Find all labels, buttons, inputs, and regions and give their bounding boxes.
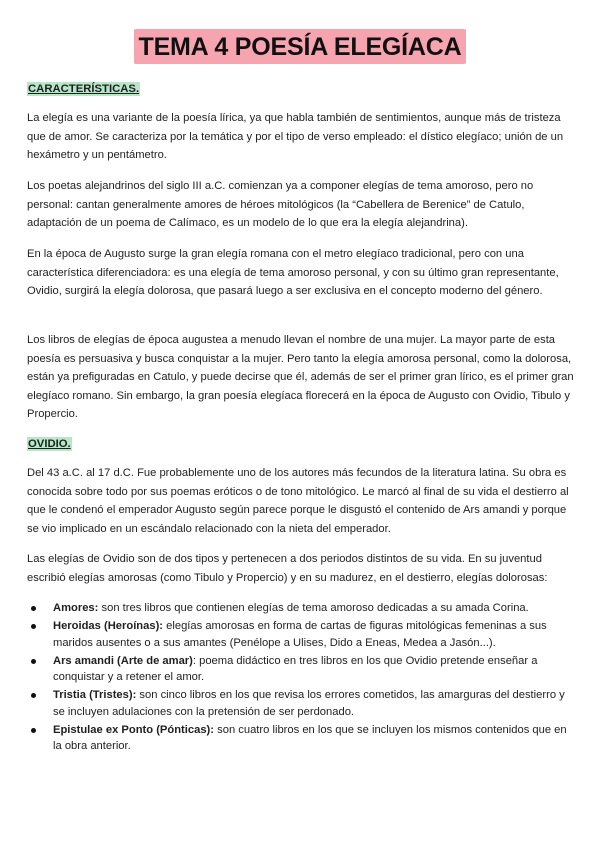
work-title: Heroidas (Heroínas): xyxy=(53,620,164,633)
paragraph-caracteristicas-3: En la época de Augusto surge la gran elegía romana con el metro elegíaco tradicional, pero con una característica diferenciadora: es una elegía de tema amoroso personal, y con su último gran representante, Ovidio, surgirá la elegía dolorosa, que pasará luego a ser exclusiva en el concepto moderno del género. xyxy=(27,248,559,297)
work-description: son cinco libros en los que revisa los errores cometidos, las amarguras del destierro y se incluyen adulaciones con la pretensión de ser perdonado. xyxy=(53,689,565,718)
work-description: son tres libros que contienen elegías de tema amoroso dedicadas a su amada Corina. xyxy=(98,602,529,614)
page-title: TEMA 4 POESÍA ELEGÍACA xyxy=(134,29,467,64)
works-list xyxy=(27,600,572,757)
bullet-icon xyxy=(31,659,36,664)
work-title: Tristia (Tristes): xyxy=(53,689,137,702)
list-item xyxy=(27,687,572,720)
heading-ovidio: OVIDIO. xyxy=(28,438,71,450)
list-item xyxy=(27,722,572,755)
bullet-icon xyxy=(31,693,36,698)
bullet-icon xyxy=(31,606,36,611)
paragraph-caracteristicas-4: Los libros de elegías de época augustea a menudo llevan el nombre de una mujer. La mayor parte de esta poesía es persuasiva y busca conquistar a la mujer. Pero tanto la elegía amorosa personal, como la dolorosa, están ya prefiguradas en Catulo, y puede decirse que él, además de ser el primer gran lírico, es el primer gran elegíaco romano. Sin embargo, la gran poesía elegíaca florecerá en la época de Augusto con Ovidio, Tibulo y Propercio. xyxy=(27,334,574,420)
work-description: son cuatro libros en los que se incluyen los mismos contenidos que en la obra anterior. xyxy=(53,724,567,753)
paragraph-ovidio-2: Las elegías de Ovidio son de dos tipos y pertenecen a dos periodos distintos de su vida. En su juventud escribió elegías amorosas (como Tibulo y Propercio) y en su madurez, en el destierro, elegías dolorosas: xyxy=(27,553,548,584)
work-title: Ars amandi (Arte de amar) xyxy=(53,654,193,667)
title-container xyxy=(0,29,600,64)
work-description: : poema didáctico en tres libros en los que Ovidio pretende enseñar a conquistar y a retener el amor. xyxy=(53,654,538,684)
list-item xyxy=(27,618,572,651)
paragraph-caracteristicas-1: La elegía es una variante de la poesía lírica, ya que habla también de sentimientos, aunque más de tristeza que de amor. Se caracteriza por la temática y por el tipo de verso empleado: el dístico elegíaco; unión de un hexámetro y un pentámetro. xyxy=(27,112,564,161)
list-item xyxy=(27,653,572,686)
heading-caracteristicas: CARACTERÍSTICAS. xyxy=(28,83,140,95)
list-item xyxy=(27,600,572,616)
bullet-icon xyxy=(31,624,36,629)
work-description: elegías amorosas en forma de cartas de figuras mitológicas femeninas a sus maridos ausentes o a sus amantes (Penélope a Ulises, Dido a Eneas, Medea a Jasón...). xyxy=(53,620,547,649)
work-title: Amores: xyxy=(53,602,99,614)
bullet-icon xyxy=(31,728,36,733)
paragraph-caracteristicas-2: Los poetas alejandrinos del siglo III a.C. comienzan ya a componer elegías de tema amoroso, pero no personal: cantan generalmente amores de héroes mitológicos (la “Cabellera de Berenice” de Catulo, adaptación de un poema de Calímaco, es un modelo de lo que era la elegía alejandrina). xyxy=(27,180,534,229)
work-title: Epistulae ex Ponto (Pónticas): xyxy=(53,724,215,737)
paragraph-ovidio-1: Del 43 a.C. al 17 d.C. Fue probablemente uno de los autores más fecundos de la literatura latina. Su obra es conocida sobre todo por sus poemas eróticos o de tono mitológico. Le marcó al final de su vida el destierro al que le condenó el emperador Augusto según parece porque le disgustó el contenido de Ars amandi y porque se vio implicado en un escándalo relacionado con la nieta del emperador. xyxy=(27,467,569,535)
